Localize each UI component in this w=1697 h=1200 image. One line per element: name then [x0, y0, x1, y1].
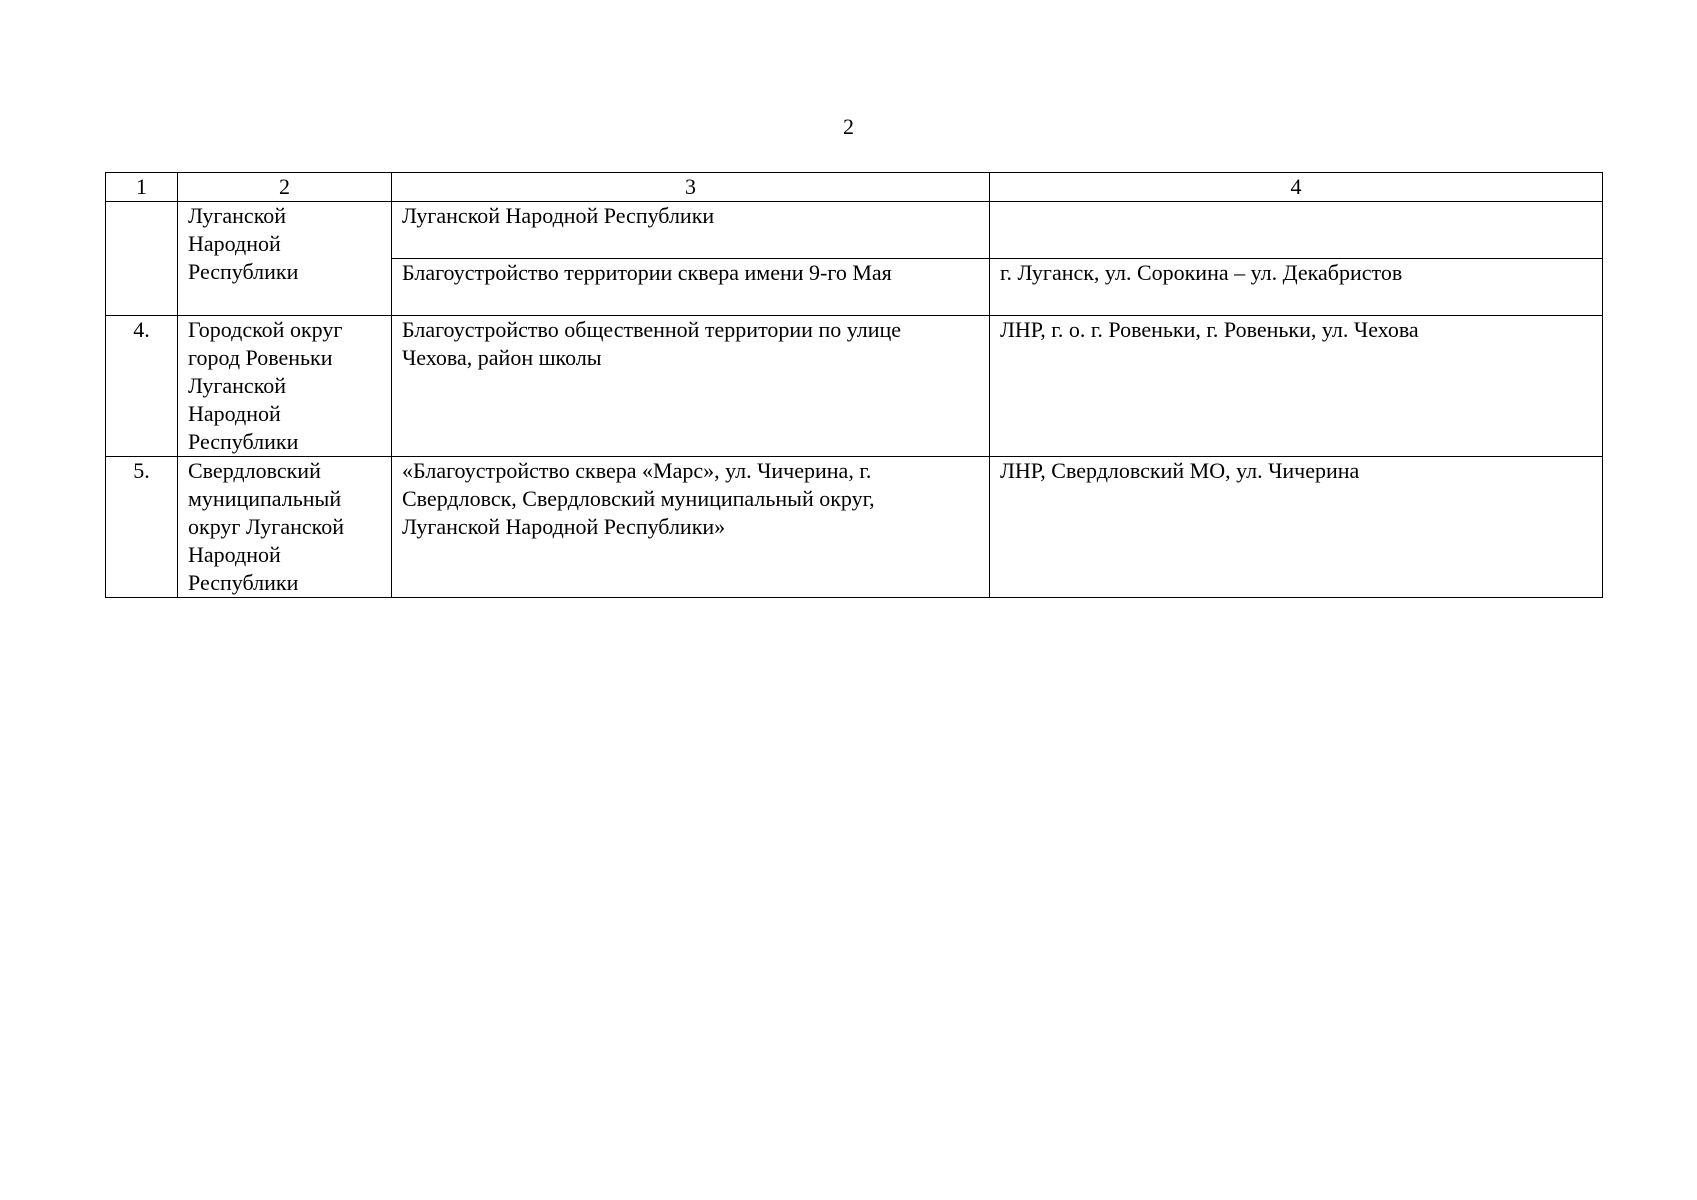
column-header-4: 4: [990, 173, 1603, 202]
table-header-row: [106, 173, 1603, 202]
row-number: [106, 202, 178, 316]
address-cell: ЛНР, Свердловский МО, ул. Чичерина: [990, 457, 1603, 598]
municipality-cell: Луганской Народной Республики: [178, 202, 392, 316]
object-cell: Благоустройство территории сквера имени 9-го Мая: [392, 259, 990, 316]
column-header-2: 2: [178, 173, 392, 202]
address-cell: ЛНР, г. о. г. Ровеньки, г. Ровеньки, ул. Чехова: [990, 316, 1603, 457]
table-row: [106, 457, 1603, 598]
address-cell: [990, 202, 1603, 259]
table-row: [106, 202, 1603, 259]
address-cell: г. Луганск, ул. Сорокина – ул. Декабристов: [990, 259, 1603, 316]
column-header-1: 1: [106, 173, 178, 202]
object-cell: Луганской Народной Республики: [392, 202, 990, 259]
column-header-3: 3: [392, 173, 990, 202]
object-cell: «Благоустройство сквера «Марс», ул. Чичерина, г. Свердловск, Свердловский муниципальный округ, Луганской Народной Республики»: [392, 457, 990, 598]
municipality-cell: Свердловский муниципальный округ Луганской Народной Республики: [178, 457, 392, 598]
object-cell: Благоустройство общественной территории по улице Чехова, район школы: [392, 316, 990, 457]
objects-table: [105, 172, 1603, 598]
page-number: 2: [843, 114, 854, 139]
row-number: 4.: [106, 316, 178, 457]
table-row: [106, 316, 1603, 457]
row-number: 5.: [106, 457, 178, 598]
municipality-cell: Городской округ город Ровеньки Луганской Народной Республики: [178, 316, 392, 457]
